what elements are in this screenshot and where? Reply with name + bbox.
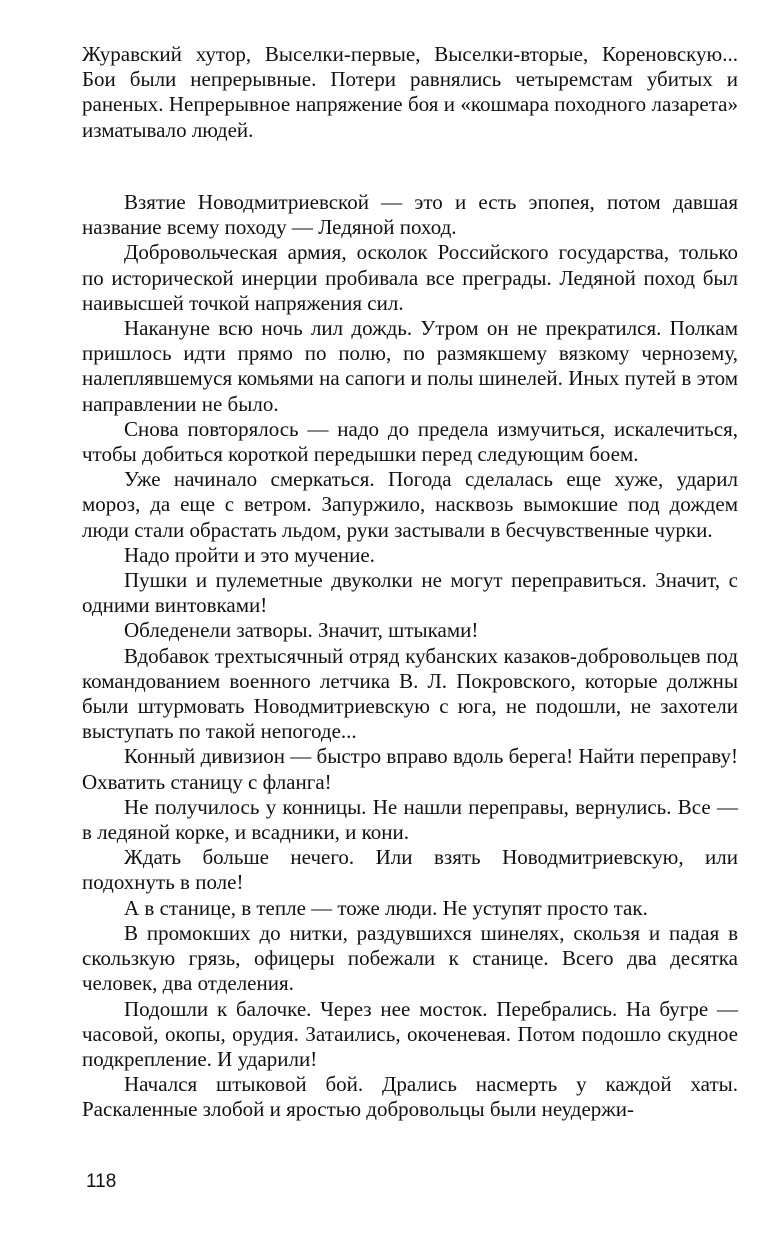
paragraph: Не получилось у конницы. Не нашли переправы, вернулись. Все — в ледяной корке, и всадники, и кони. bbox=[82, 794, 738, 845]
paragraph: Начался штыковой бой. Дрались насмерть у каждой хаты. Раскаленные злобой и яростью добровольцы были неудержи- bbox=[82, 1072, 738, 1122]
paragraph: Конный дивизион — быстро вправо вдоль берега! Найти переправу! Охватить станицу с фланга! bbox=[82, 744, 738, 794]
paragraph: Пушки и пулеметные двуколки не могут переправиться. Значит, с одними винтовками! bbox=[82, 568, 738, 618]
paragraph: Вдобавок трехтысячный отряд кубанских казаков-добровольцев под командованием военного летчика В. Л. Покровского, которые должны были штурмовать Новодмитриевскую с юга, не подошли, не захотели выступать по такой непогоде... bbox=[82, 643, 738, 744]
paragraph: Взятие Новодмитриевской — это и есть эпопея, потом давшая название всему походу — Ледяной поход. bbox=[82, 190, 738, 240]
paragraph: Обледенели затворы. Значит, штыками! bbox=[124, 618, 479, 643]
paragraph: Накануне всю ночь лил дождь. Утром он не прекратился. Полкам пришлось идти прямо по полю, по размякшему вязкому чернозему, налеплявшемуся комьями на сапоги и полы шинелей. Иных путей в этом направлении не было. bbox=[82, 316, 738, 416]
paragraph: Снова повторялось — надо до предела измучиться, искалечиться, чтобы добиться короткой передышки перед следующим боем. bbox=[82, 416, 738, 467]
paragraph: А в станице, в тепле — тоже люди. Не уступят просто так. bbox=[124, 895, 648, 920]
opening-paragraph: Журавский хутор, Выселки-первые, Выселки-вторые, Кореновскую... Бои были непрерывные. Потери равнялись четыремстам убитых и раненых. Непрерывное напряжение боя и «кошмара походного лазарета» изматывало людей. bbox=[82, 42, 738, 142]
paragraph: Добровольческая армия, осколок Российского государства, только по исторической инерции пробивала все преграды. Ледяной поход был наивысшей точкой напряжения сил. bbox=[82, 240, 738, 315]
paragraph: Уже начинало смеркаться. Погода сделалась еще хуже, ударил мороз, да еще с ветром. Запуржило, насквозь вымокшие под дождем люди стали обрастать льдом, руки застывали в бесчувственные чурки. bbox=[82, 467, 738, 542]
paragraph: В промокших до нитки, раздувшихся шинелях, скользя и падая в скользкую грязь, офицеры побежали к станице. Всего два десятка человек, два отделения. bbox=[82, 920, 738, 996]
page-number: 118 bbox=[86, 1171, 117, 1192]
paragraph: Ждать больше нечего. Или взять Новодмитриевскую, или подохнуть в поле! bbox=[82, 845, 738, 895]
paragraph: Надо пройти и это мучение. bbox=[124, 542, 375, 567]
main-text-block bbox=[82, 190, 738, 1123]
paragraph: Подошли к балочке. Через нее мосток. Перебрались. На бугре — часовой, окопы, орудия. Затаились, окоченевая. Потом подошло скудное подкрепление. И ударили! bbox=[82, 996, 738, 1071]
opening-text-block bbox=[82, 42, 738, 143]
